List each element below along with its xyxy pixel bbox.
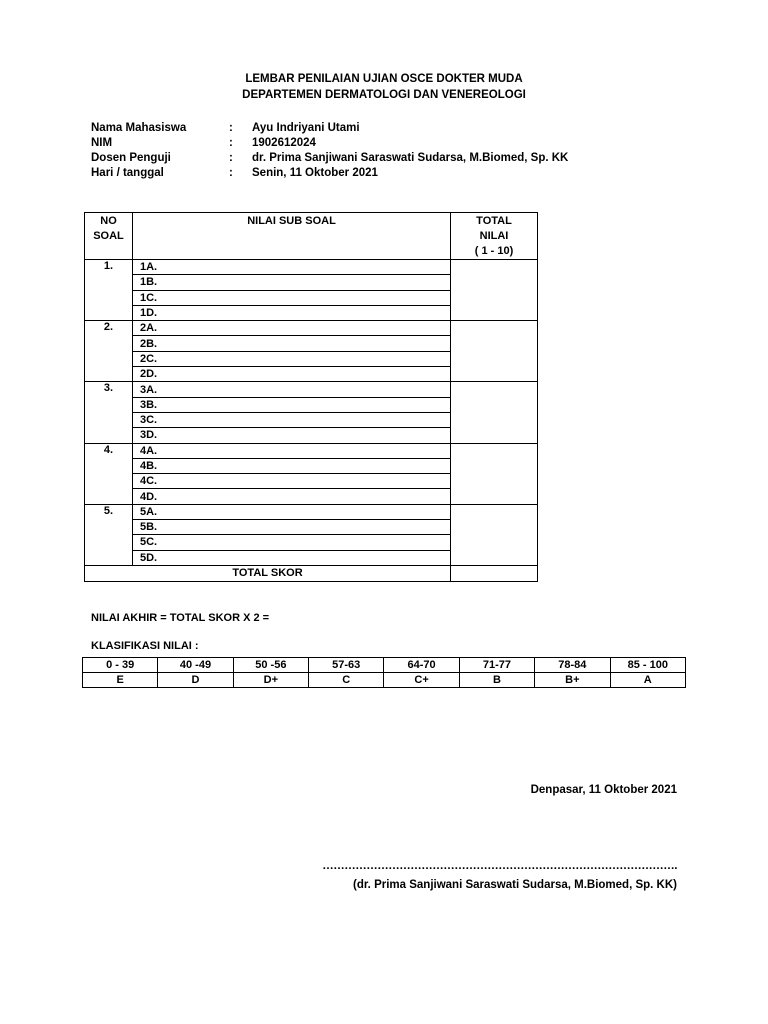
total-skor-row [85, 565, 538, 581]
total-nilai-cell[interactable] [451, 443, 538, 504]
soal-number: 1. [85, 260, 133, 321]
klasifikasi-range: 40 -49 [158, 658, 233, 673]
total-skor-label: TOTAL SKOR [85, 565, 451, 581]
info-value: dr. Prima Sanjiwani Saraswati Sudarsa, M.Biomed, Sp. KK [252, 152, 569, 164]
klasifikasi-grade: B [459, 673, 534, 688]
sub-soal-cell[interactable]: 4A. [133, 443, 451, 458]
sub-soal-cell[interactable]: 1C. [133, 290, 451, 305]
info-label: NIM [91, 137, 113, 149]
total-nilai-cell[interactable] [451, 260, 538, 321]
klasifikasi-table [82, 657, 686, 688]
klasifikasi-grade: C+ [384, 673, 459, 688]
soal-number: 3. [85, 382, 133, 443]
header-total-nilai [451, 213, 538, 260]
student-info [91, 121, 568, 181]
sub-soal-cell[interactable]: 1B. [133, 275, 451, 290]
signatory-name: (dr. Prima Sanjiwani Saraswati Sudarsa, M.Biomed, Sp. KK) [352, 879, 677, 891]
sub-soal-cell[interactable]: 5D. [133, 550, 451, 565]
sub-soal-cell[interactable]: 1A. [133, 260, 451, 275]
sub-soal-cell[interactable]: 5C. [133, 535, 451, 550]
klasifikasi-grade: A [610, 673, 685, 688]
place-date: Denpasar, 11 Oktober 2021 [530, 784, 677, 796]
table-row [85, 504, 538, 519]
sub-soal-cell[interactable]: 3A. [133, 382, 451, 397]
nilai-akhir: NILAI AKHIR = TOTAL SKOR X 2 = [91, 612, 270, 624]
klasifikasi-grade-row [83, 673, 686, 688]
table-row [85, 260, 538, 275]
klasifikasi-grade: D [158, 673, 233, 688]
info-colon: : [229, 137, 233, 149]
score-table [84, 212, 538, 582]
document-title: LEMBAR PENILAIAN UJIAN OSCE DOKTER MUDA [245, 73, 523, 85]
header-total-line2: NILAI [479, 230, 509, 242]
info-label: Hari / tanggal [91, 167, 164, 179]
klasifikasi-grade: D+ [233, 673, 308, 688]
total-nilai-cell[interactable] [451, 321, 538, 382]
klasifikasi-range: 71-77 [459, 658, 534, 673]
sub-soal-cell[interactable]: 4B. [133, 458, 451, 473]
klasifikasi-range: 78-84 [535, 658, 610, 673]
table-row [85, 382, 538, 397]
info-value: 1902612024 [252, 137, 316, 149]
klasifikasi-range: 85 - 100 [610, 658, 685, 673]
info-colon: : [229, 122, 233, 134]
sub-soal-cell[interactable]: 2A. [133, 321, 451, 336]
soal-number: 2. [85, 321, 133, 382]
total-skor-value-cell[interactable] [451, 565, 538, 581]
klasifikasi-range-row [83, 658, 686, 673]
sub-soal-cell[interactable]: 4D. [133, 489, 451, 504]
document-subtitle: DEPARTEMEN DERMATOLOGI DAN VENEREOLOGI [242, 89, 526, 101]
klasifikasi-grade: E [83, 673, 158, 688]
info-label: Nama Mahasiswa [91, 122, 187, 134]
info-row-examiner [91, 151, 568, 166]
table-row [85, 443, 538, 458]
info-value: Senin, 11 Oktober 2021 [252, 167, 378, 179]
klasifikasi-range: 64-70 [384, 658, 459, 673]
total-nilai-cell[interactable] [451, 382, 538, 443]
sub-soal-cell[interactable]: 5A. [133, 504, 451, 519]
klasifikasi-range: 0 - 39 [83, 658, 158, 673]
header-total-line3: ( 1 - 10) [474, 245, 514, 257]
sub-soal-cell[interactable]: 4C. [133, 474, 451, 489]
info-row-date [91, 166, 568, 181]
klasifikasi-range: 57-63 [309, 658, 384, 673]
klasifikasi-label: KLASIFIKASI NILAI : [91, 640, 199, 652]
klasifikasi-range: 50 -56 [233, 658, 308, 673]
klasifikasi-grade: B+ [535, 673, 610, 688]
sub-soal-cell[interactable]: 1D. [133, 305, 451, 320]
info-label: Dosen Penguji [91, 152, 171, 164]
signature-line: ……………………………………………………………………………………. [322, 860, 677, 872]
score-body [85, 260, 538, 566]
soal-number: 4. [85, 443, 133, 504]
header-no-soal [85, 213, 133, 260]
sub-soal-cell[interactable]: 3D. [133, 428, 451, 443]
header-no-line1: NO [100, 215, 117, 227]
sub-soal-cell[interactable]: 2D. [133, 367, 451, 382]
sub-soal-cell[interactable]: 2B. [133, 336, 451, 351]
table-row [85, 321, 538, 336]
info-row-nim [91, 136, 568, 151]
header-total-line1: TOTAL [476, 215, 512, 227]
header-no-line2: SOAL [93, 230, 124, 242]
sub-soal-cell[interactable]: 3B. [133, 397, 451, 412]
sub-soal-cell[interactable]: 3C. [133, 412, 451, 427]
header-nilai-sub-soal: NILAI SUB SOAL [133, 213, 451, 260]
soal-number: 5. [85, 504, 133, 565]
info-colon: : [229, 152, 233, 164]
info-colon: : [229, 167, 233, 179]
total-nilai-cell[interactable] [451, 504, 538, 565]
klasifikasi-grade: C [309, 673, 384, 688]
sub-soal-cell[interactable]: 2C. [133, 351, 451, 366]
sub-soal-cell[interactable]: 5B. [133, 520, 451, 535]
info-row-name [91, 121, 568, 136]
info-value: Ayu Indriyani Utami [252, 122, 360, 134]
score-header-row [85, 213, 538, 260]
